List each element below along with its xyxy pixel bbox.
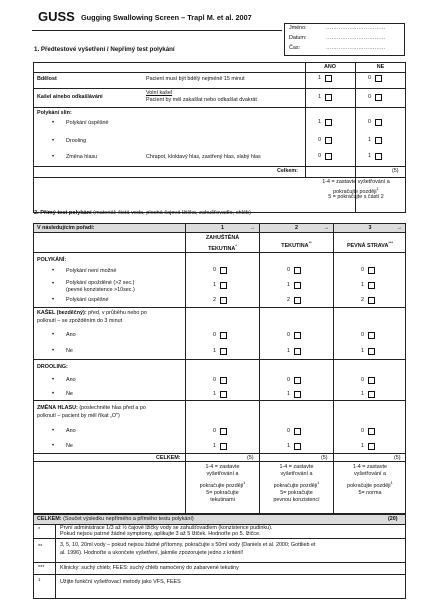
cough-desc-2: Pacient by měl zakašlat nebo odkašlat dvakrát [146, 97, 257, 103]
grand-total-value: (20) [388, 516, 398, 522]
col2-total-value: (5) [321, 455, 328, 461]
header-divider [32, 30, 282, 31]
footnote-ref: 1 [243, 479, 246, 485]
note-mark-1: * [38, 527, 41, 533]
col2-result-2: vyšetřování a [280, 471, 313, 478]
cough2-label-bold: KAŠEL (bezděčný): [37, 310, 87, 316]
checkbox-alertness-no[interactable] [375, 75, 382, 82]
col2-result-3: pokračujte později [273, 482, 318, 489]
checkbox-c2-sw-delayed[interactable] [294, 282, 301, 289]
score-label: 1 [361, 443, 364, 449]
bullet: • [52, 281, 55, 287]
col3-result-2: vyšetřování a [353, 471, 387, 478]
note-mark-4: 1 [38, 577, 41, 582]
col3-total-value: (5) [394, 455, 401, 461]
col2-title [260, 239, 333, 250]
arrow-icon: → [396, 225, 402, 231]
checkbox-cough-yes[interactable] [325, 94, 332, 101]
score-label: 1 [287, 348, 290, 354]
col3-title-text: PEVNÁ STRAVA [346, 242, 389, 249]
note-4-line-1: Užijte funkční vyšetřovací metody jako VFS, FEES [60, 579, 181, 585]
drooling-label: Drooling [66, 138, 87, 144]
checkbox-c1-drool-yes[interactable] [220, 377, 227, 384]
score-label: 1 [368, 137, 371, 143]
col1-title [186, 235, 259, 253]
col2-result [260, 464, 333, 505]
col2-result-4: 5= pokračujte [280, 490, 313, 497]
date-label: Datum: [289, 35, 307, 41]
name-label: Jméno: [289, 25, 307, 31]
score-label: 1 [318, 119, 321, 125]
score-label: 1 [318, 94, 321, 100]
voice2-label-rest-2: polknutí – pacient by měl říkat „O") [37, 413, 120, 419]
checkbox-saliva-yes[interactable] [325, 119, 332, 126]
sw-success: Polykání úspěšné [66, 297, 109, 303]
section2-title-bold: 2. Přímý test polykání [34, 210, 92, 216]
col2-result-1: 1-4 = zastavte [279, 464, 314, 470]
checkbox-c2-cough-no[interactable] [294, 348, 301, 355]
col1-title-1: ZAHUŠTĚNÁ [205, 235, 240, 241]
score-label: 0 [368, 119, 371, 125]
score-label: 1 [361, 282, 364, 288]
score-label: 1 [318, 75, 321, 81]
sw-delayed-1: Polykání opožděné (>2 sec.) [66, 280, 135, 286]
checkbox-c1-cough-yes[interactable] [220, 332, 227, 339]
drool2-yes: Ano [66, 377, 76, 383]
col1-result-1: 1-4 = zastavte [205, 464, 240, 470]
col1-result-2: vyšetřování a [206, 471, 239, 478]
order-label: V následujícím pořadí: [37, 225, 95, 231]
checkbox-voice-no[interactable] [375, 153, 382, 160]
section1-total-value: (5) [392, 168, 399, 174]
drool2-label: DROOLING: [37, 364, 68, 370]
checkbox-c3-cough-no[interactable] [368, 348, 375, 355]
score-label: 0 [361, 428, 364, 434]
checkbox-c2-drool-no[interactable] [294, 391, 301, 398]
col3-result-1: 1-4 = zastavte [352, 464, 387, 470]
section2-total-label: CELKEM: [156, 455, 181, 461]
checkbox-c2-drool-yes[interactable] [294, 377, 301, 384]
bullet: • [52, 138, 55, 144]
bullet: • [52, 268, 55, 274]
score-label: 2 [361, 297, 364, 303]
bullet: • [52, 154, 55, 160]
checkbox-c1-sw-success[interactable] [220, 297, 227, 304]
name-field[interactable]: …………………………… [326, 25, 386, 31]
cough-label: Kašel a/nebo odkašlávání [37, 94, 103, 100]
checkbox-c1-voice-yes[interactable] [220, 428, 227, 435]
score-label: 0 [213, 428, 216, 434]
voice-change-label: Změna hlasu [66, 154, 98, 160]
bullet: • [52, 332, 55, 338]
col3-number [334, 225, 406, 231]
score-label: 0 [361, 377, 364, 383]
arrow-icon: → [249, 225, 255, 231]
section2-title [34, 210, 251, 217]
col1-result-3-wrap [186, 479, 259, 490]
grand-total-label: CELKEM: [37, 516, 62, 522]
checkbox-drooling-no[interactable] [375, 137, 382, 144]
checkbox-c3-cough-yes[interactable] [368, 332, 375, 339]
cough-desc-1: Volní kašel [146, 90, 173, 96]
grand-total-desc: (Součet výsledku nepřímého a přímého testu polykání) [63, 516, 194, 522]
footnote-ref: 1 [376, 186, 379, 191]
note-mark-3: *** [38, 565, 45, 571]
section1-result-1: 1-4 = zastavte vyšetřování a [322, 179, 390, 185]
score-label: 0 [361, 332, 364, 338]
time-label: Čas: [289, 45, 301, 51]
checkbox-cough-no[interactable] [375, 94, 382, 101]
score-label: 0 [213, 267, 216, 273]
footnote-ref: 1 [390, 479, 393, 485]
col2-result-5: pevnou konzistencí [273, 497, 320, 504]
bullet: • [52, 348, 55, 354]
col3-number-text: 3 [368, 225, 372, 231]
alertness-label: Bdělost [37, 76, 57, 82]
note-1-line-1: První administrace 1/3 až ½ čajové lžičky vody se zahušťovadlem (konzistence pudinku). [60, 525, 273, 531]
checkbox-c3-sw-success[interactable] [368, 297, 375, 304]
arrow-icon: → [323, 225, 329, 231]
score-label: 0 [287, 267, 290, 273]
bullet: • [52, 120, 55, 126]
cough2-label-rest-2: polknutí – se zpožděním do 3 minut [37, 318, 123, 324]
score-label: 1 [213, 391, 216, 397]
bullet: • [52, 297, 55, 303]
sw-impossible: Polykání není možné [66, 268, 117, 274]
col1-result-3: pokračujte později [199, 482, 244, 489]
footnote-ref: ** [308, 240, 312, 245]
col3-result-4: 5= norma [358, 490, 382, 497]
score-label: 0 [213, 332, 216, 338]
note-mark-2: ** [38, 544, 43, 550]
checkbox-saliva-no[interactable] [375, 119, 382, 126]
section1-total-label: Celkem: [277, 168, 298, 174]
score-label: 0 [368, 94, 371, 100]
score-label: 0 [318, 137, 321, 143]
checkbox-c3-voice-yes[interactable] [368, 428, 375, 435]
voice2-yes: Ano [66, 428, 76, 434]
voice2-label [37, 405, 146, 412]
checkbox-c1-sw-delayed[interactable] [220, 282, 227, 289]
score-label: 1 [213, 443, 216, 449]
col1-result-4: 5= pokračujte [206, 490, 239, 497]
checkbox-c3-sw-impossible[interactable] [368, 267, 375, 274]
saliva-success: Polykání úspěšné [66, 120, 109, 126]
saliva-label: Polykání slin: [37, 110, 72, 116]
col1-number [186, 225, 259, 231]
col1-number-text: 1 [221, 225, 224, 231]
note-2-line-1: 3, 5, 10, 20ml vody – pokud nejsou žádné přítomny, pokračujte s 50ml vody (Daniels et al. 2000; Gottlieb et [60, 542, 316, 548]
bullet: • [52, 391, 55, 397]
section2-title-rest: (materiál: čistá voda, plochá čajová lžička, zahušťovadlo, chléb) [93, 210, 251, 216]
checkbox-c3-voice-no[interactable] [368, 443, 375, 450]
col1-total-value: (5) [247, 455, 254, 461]
col2-number [260, 225, 333, 231]
voice-change-desc: Chrapot, kloktavý hlas, zastřený hlas, slabý hlas [146, 154, 261, 160]
checkbox-c3-drool-yes[interactable] [368, 377, 375, 384]
col3-result [334, 464, 406, 497]
cough2-label-rest: před, v průběhu nebo po [88, 310, 147, 316]
bullet: • [52, 377, 55, 383]
score-label: 1 [287, 443, 290, 449]
checkbox-c1-voice-no[interactable] [220, 443, 227, 450]
section1-result-3: 5 = pokračujte s částí 2 [328, 194, 384, 200]
checkbox-c2-voice-no[interactable] [294, 443, 301, 450]
page-title: GUSS [38, 9, 75, 24]
footnote-ref: 1 [317, 479, 320, 485]
cough2-label [37, 310, 147, 317]
cough2-no: Ne [66, 348, 73, 354]
grand-total [37, 516, 194, 523]
checkbox-c3-sw-delayed[interactable] [368, 282, 375, 289]
footnote-ref: * [235, 243, 237, 248]
checkbox-alertness-yes[interactable] [325, 75, 332, 82]
score-label: 2 [287, 297, 290, 303]
note-2-line-2: al. 1996). Hodnoťte a ukončete vyšetření, jakmile zpozorujete jedno z kritérií! [60, 550, 244, 556]
bullet: • [52, 428, 55, 434]
col2-result-3-wrap [260, 479, 333, 490]
section1-result-2: pokračujte později [333, 188, 377, 195]
score-label: 0 [318, 153, 321, 159]
score-label: 0 [287, 377, 290, 383]
score-label: 1 [368, 153, 371, 159]
score-label: 0 [361, 267, 364, 273]
col1-title-2: TEKUTINA [208, 245, 236, 252]
voice2-label-bold: ZMĚNA HLASU: [37, 405, 78, 411]
voice2-label-rest: (poslechněte hlas před a po [79, 405, 146, 411]
col3-result-3-wrap [334, 479, 406, 490]
score-label: 1 [361, 348, 364, 354]
time-field[interactable]: …………………………… [326, 45, 386, 51]
checkbox-c1-drool-no[interactable] [220, 391, 227, 398]
note-1-line-2: Pokud nejsou patrné žádné symptomy, aplikujte 3 až 5 lžiček. Hodnoťte po 5. lžičce. [60, 531, 261, 537]
alertness-desc: Pacient musí být bdělý nejméně 15 minut [146, 76, 245, 82]
col3-result-3: pokračujte později [347, 482, 391, 489]
score-label: 2 [213, 297, 216, 303]
col1-title-2-wrap [186, 242, 259, 253]
col2-title-text: TEKUTINA [281, 242, 309, 249]
score-label: 0 [287, 428, 290, 434]
col1-result-5: tekutinami [210, 497, 235, 504]
page-subtitle: Gugging Swallowing Screen – Trapl M. et al. 2007 [81, 13, 252, 22]
col-no-header: NE [376, 64, 385, 70]
col3-title [334, 239, 406, 250]
checkbox-c2-voice-yes[interactable] [294, 428, 301, 435]
score-label: 1 [287, 391, 290, 397]
score-label: 1 [213, 282, 216, 288]
checkbox-c2-sw-success[interactable] [294, 297, 301, 304]
cough2-yes: Ano [66, 332, 76, 338]
date-field[interactable]: …………………………… [326, 35, 386, 41]
swallow-label: POLYKÁNÍ: [37, 257, 67, 263]
score-label: 1 [213, 348, 216, 354]
score-label: 0 [213, 377, 216, 383]
col2-number-text: 2 [295, 225, 298, 231]
checkbox-voice-yes[interactable] [325, 153, 332, 160]
checkbox-c1-cough-no[interactable] [220, 348, 227, 355]
note-3-line-1: Klinicky: suchý chléb; FEES: suchý chléb namočený do zabarvené tekutiny [60, 565, 239, 571]
checkbox-c2-cough-yes[interactable] [294, 332, 301, 339]
checkbox-drooling-yes[interactable] [325, 137, 332, 144]
checkbox-c2-sw-impossible[interactable] [294, 267, 301, 274]
checkbox-c3-drool-no[interactable] [368, 391, 375, 398]
voice2-no: Ne [66, 443, 73, 449]
score-label: 0 [287, 332, 290, 338]
bullet: • [52, 443, 55, 449]
score-label: 0 [368, 75, 371, 81]
footnote-ref: *** [388, 240, 394, 245]
col1-result [186, 464, 259, 505]
checkbox-c1-sw-impossible[interactable] [220, 267, 227, 274]
drool2-no: Ne [66, 391, 73, 397]
sw-delayed-2: (pevné konzistence >10sec.) [66, 287, 135, 293]
score-label: 1 [287, 282, 290, 288]
col-yes-header: ANO [324, 64, 336, 70]
score-label: 1 [361, 391, 364, 397]
section1-title: 1. Předtestové vyšetření / Nepřímý test polykání [34, 46, 175, 53]
